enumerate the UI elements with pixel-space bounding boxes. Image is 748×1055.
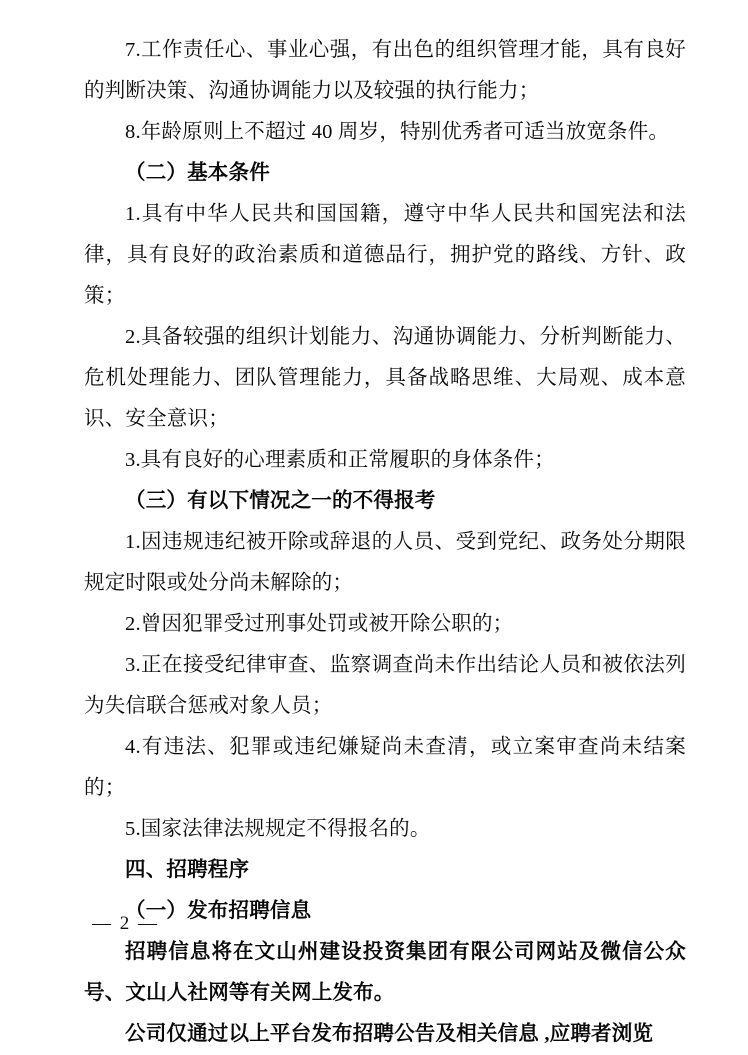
paragraph-publish-2: 公司仅通过以上平台发布招聘公告及相关信息 ,应聘者浏览 — [125, 1023, 654, 1045]
paragraph-disqualification-4: 4.有违法、犯罪或违纪嫌疑尚未查清，或立案审查尚未结案的； — [84, 736, 686, 799]
paragraph-item-7: 7.工作责任心、事业心强，有出色的组织管理才能，具有良好的判断决策、沟通协调能力以及较强的执行能力； — [84, 39, 686, 102]
heading-section-four: 四、招聘程序 — [125, 859, 250, 881]
document-body — [84, 30, 686, 1055]
heading-publish-info: （一）发布招聘信息 — [125, 900, 312, 922]
paragraph-basic-2: 2.具备较强的组织计划能力、沟通协调能力、分析判断能力、危机处理能力、团队管理能力，具备战略思维、大局观、成本意识、安全意识； — [84, 326, 686, 430]
paragraph-basic-1: 1.具有中华人民共和国国籍，遵守中华人民共和国宪法和法律，具有良好的政治素质和道德品行，拥护党的路线、方针、政策； — [84, 203, 686, 307]
paragraph-disqualification-1: 1.因违规违纪被开除或辞退的人员、受到党纪、政务处分期限规定时限或处分尚未解除的； — [84, 531, 686, 594]
paragraph-disqualification-5: 5.国家法律法规规定不得报名的。 — [125, 818, 431, 840]
heading-basic-conditions: （二）基本条件 — [125, 162, 270, 184]
heading-disqualifications: （三）有以下情况之一的不得报考 — [125, 490, 436, 512]
paragraph-disqualification-2: 2.曾因犯罪受过刑事处罚或被开除公职的； — [125, 613, 514, 635]
paragraph-publish-1: 招聘信息将在文山州建设投资集团有限公司网站及微信公众号、文山人社网等有关网上发布。 — [84, 941, 686, 1004]
paragraph-basic-3: 3.具有良好的心理素质和正常履职的身体条件； — [125, 449, 555, 471]
paragraph-item-8: 8.年龄原则上不超过 40 周岁，特别优秀者可适当放宽条件。 — [125, 121, 670, 143]
page-number: — 2 — — [92, 913, 159, 934]
paragraph-disqualification-3: 3.正在接受纪律审查、监察调查尚未作出结论人员和被依法列为失信联合惩戒对象人员； — [84, 654, 686, 717]
